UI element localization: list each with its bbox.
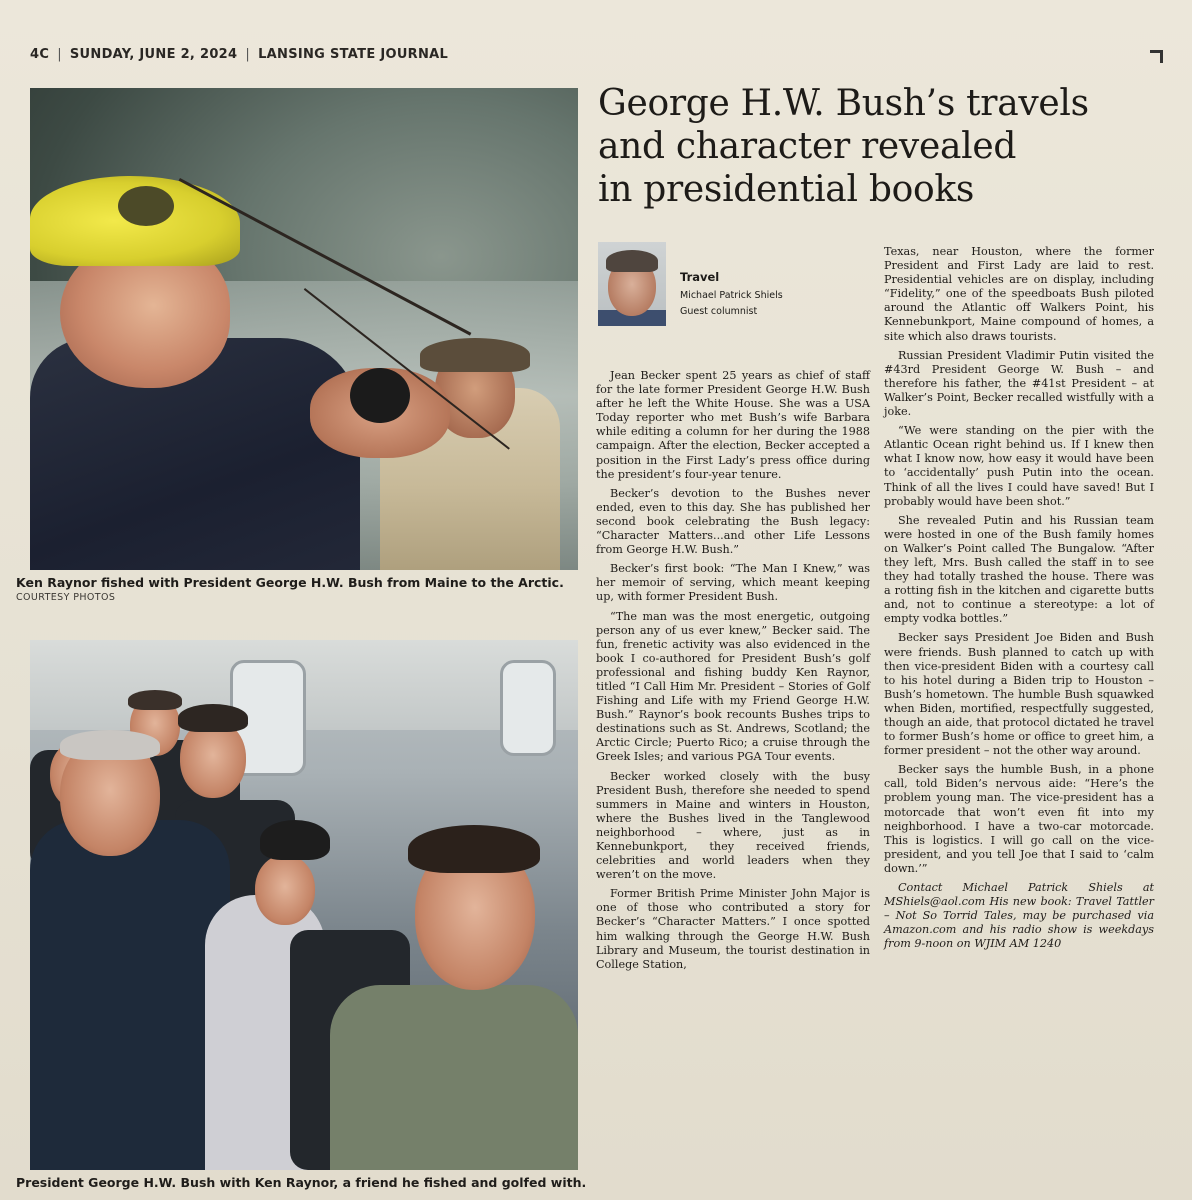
author-photo — [598, 242, 666, 326]
paragraph: She revealed Putin and his Russian team were hosted in one of the Bush family homes on Walker’s Point called The Bungalow. “After they left, Mrs. Bush called the staff in to see they had totally trashed the house. There was a rotting fish in the kitchen and cigarette butts and, not to continue a stereotype: a lot of empty vodka bottles.” — [884, 513, 1154, 626]
child-face — [255, 855, 315, 925]
author-role: Guest columnist — [680, 306, 758, 317]
airplane-photo — [30, 640, 578, 1170]
paragraph: Jean Becker spent 25 years as chief of staff for the late former President George H.W. Bush after he left the White House. She was a USA Today reporter who met Bush’s wife Barbara while editing a column for her during the 1988 campaign. After the election, Becker accepted a position in the First Lady’s press office during the president’s four-year tenure. — [596, 369, 870, 481]
paragraph: Former British Prime Minister John Major is one of those who contributed a story for Becker’s “Character Matters.” I once spotted him walking through the George H.W. Bush Library and Museum, the tourist destination in College Station, — [596, 887, 870, 971]
article-column-2 — [884, 245, 1154, 957]
masthead-folio — [30, 44, 448, 64]
paragraph: “We were standing on the pier with the Atlantic Ocean right behind us. If I knew then what I know now, how easy it would have been to ‘accidentally’ push Putin into the ocean. Think of all the lives I could have saved! But I probably would have been shot.” — [884, 424, 1154, 508]
photo-credit: COURTESY PHOTOS — [16, 592, 116, 603]
photo1-caption: Ken Raynor fished with President George H.W. Bush from Maine to the Arctic. — [16, 575, 564, 590]
headline-line: in presidential books — [598, 169, 975, 210]
contact-info: Contact Michael Patrick Shiels at MShiels@aol.com His new book: Travel Tattler – Not So Torrid Tales, may be purchased via Amazon.com and his radio show is weekdays from 9-noon on WJIM AM 1240 — [884, 881, 1154, 951]
photo2-caption: President George H.W. Bush with Ken Raynor, a friend he fished and golfed with. — [16, 1175, 587, 1190]
bush-sweater — [30, 820, 230, 1170]
black-cap — [260, 820, 330, 860]
guide-hat — [420, 338, 530, 372]
author-name: Michael Patrick Shiels — [680, 290, 783, 301]
paragraph: Becker’s devotion to the Bushes never ended, even to this day. She has published her second book celebrating the Bush legacy: “Character Matters...and other Life Lessons from George H.W. Bush.” — [596, 486, 870, 557]
paragraph: “The man was the most energetic, outgoing person any of us ever knew,” Becker said. The fun, frenetic activity was also evidenced in the book I co-authored for President Bush’s golf professional and fishing buddy Ken Raynor, titled “I Call Him Mr. President – Stories of Golf Fishing and Life with my Friend George H.W. Bush.” Raynor’s book recounts Bushes trips to destinations such as St. Andrews, Scotland; the Arctic Circle; Puerto Rico; a cruise through the Greek Isles; and various PGA Tour events. — [596, 609, 870, 764]
raynor-shirt — [330, 985, 578, 1170]
passenger-hair — [128, 690, 182, 710]
cabin-window — [500, 660, 556, 756]
section-kicker: Travel — [680, 270, 720, 284]
paragraph: Becker says President Joe Biden and Bush were friends. Bush planned to catch up with then vice-president Biden with a courtesy call to his hotel during a Biden trip to Houston – Bush’s hometown. The humble Bush squawked when Biden, mortified, respectfully suggested, though an aide, that protocol dictated he travel to former Bush’s home or office to greet him, a former president – not the other way around. — [884, 631, 1154, 758]
cap-badge — [118, 186, 174, 226]
raynor-hair — [408, 825, 540, 873]
bush-hair — [60, 730, 160, 760]
paragraph: Becker’s first book: “The Man I Knew,” was her memoir of serving, which meant keeping up, with former President Bush. — [596, 562, 870, 604]
page-number: 4C — [30, 46, 50, 62]
fishing-reel — [350, 368, 410, 423]
corner-mark-icon — [1150, 50, 1163, 63]
folio-separator: | — [245, 46, 251, 62]
paragraph: Becker worked closely with the busy President Bush, therefore she needed to spend summers in Maine and winters in Houston, where the Bushes lived in the Tanglewood neighborhood – where, just as in Kennebunkport, they received friends, celebrities and world leaders when they weren’t on the move. — [596, 769, 870, 882]
article-column-1 — [596, 369, 870, 977]
passenger-hair — [178, 704, 248, 732]
fishing-photo — [30, 88, 578, 570]
paragraph: Russian President Vladimir Putin visited the #43rd President George W. Bush – and therefore his father, the #41st President – at Walker’s Point, Becker recalled wistfully with a joke. — [884, 348, 1154, 419]
author-hair — [606, 250, 658, 272]
headline — [598, 82, 1158, 211]
paragraph-continued: Texas, near Houston, where the former President and First Lady are laid to rest. Presidential vehicles are on display, including “Fidelity,” one of the speedboats Bush piloted around the Atlantic off Walkers Point, his Kennebunkport, Maine compound of homes, a site which also draws tourists. — [884, 245, 1154, 343]
folio-separator: | — [57, 46, 62, 62]
paper-name: LANSING STATE JOURNAL — [258, 46, 449, 62]
issue-date: SUNDAY, JUNE 2, 2024 — [69, 46, 238, 62]
headline-line: and character revealed — [598, 126, 1017, 167]
headline-line: George H.W. Bush’s travels — [598, 83, 1089, 124]
paragraph: Becker says the humble Bush, in a phone call, told Biden’s nervous aide: “Here’s the problem young man. The vice-president has a motorcade that won’t even fit into my neighborhood. I have a two-car motorcade. This is logistics. I will go call on the vice-president, and you tell Joe that I said to ‘calm down.’” — [884, 763, 1154, 875]
byline — [598, 240, 872, 352]
